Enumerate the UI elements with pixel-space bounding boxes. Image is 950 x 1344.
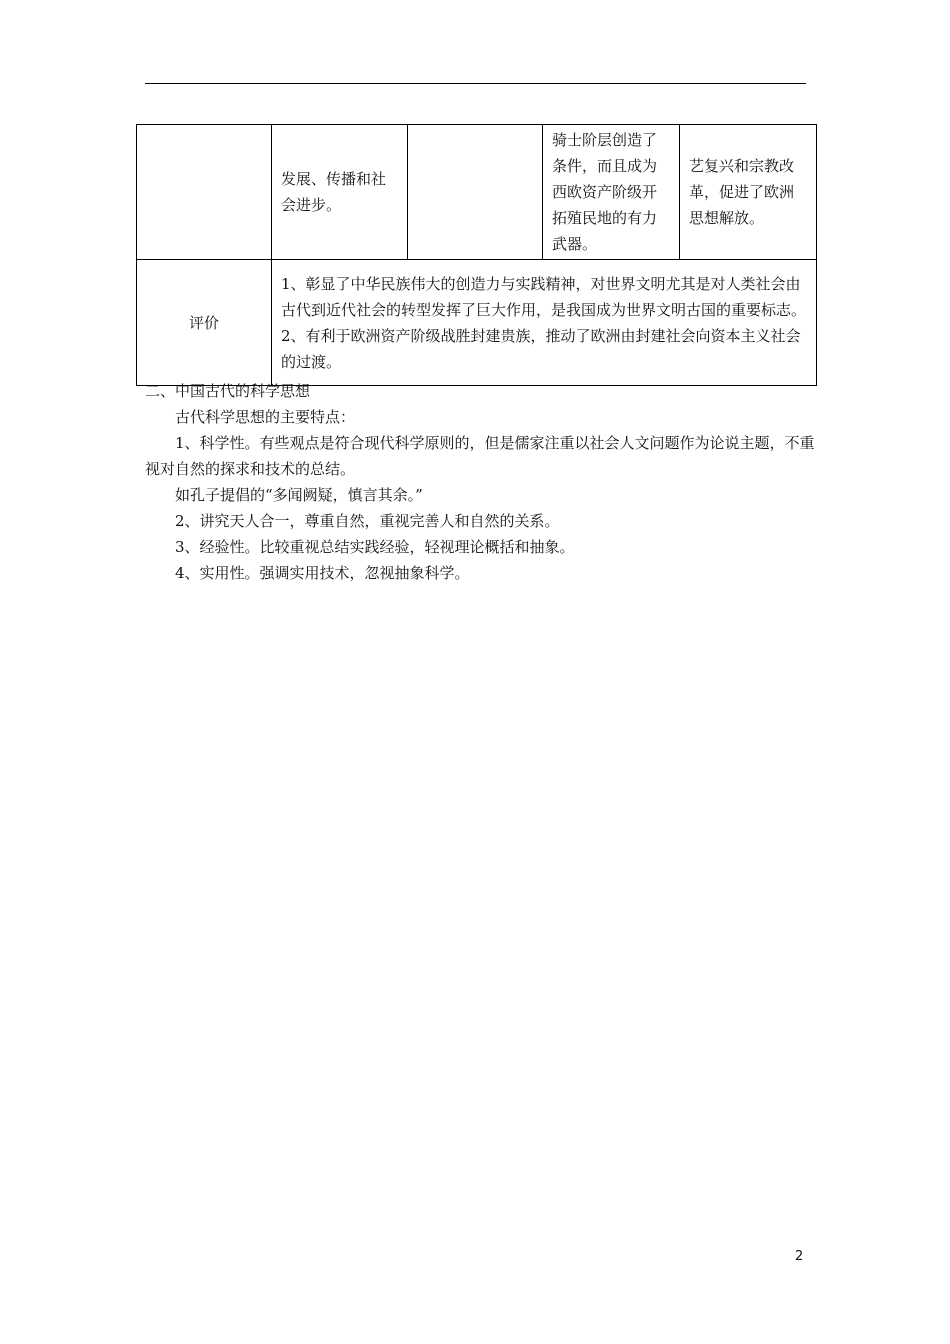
table-cell-empty (408, 125, 543, 260)
point-3: 3、经验性。比较重视总结实践经验，轻视理论概括和抽象。 (175, 538, 575, 556)
evaluation-content (272, 260, 817, 386)
evaluation-label: 评价 (137, 260, 272, 386)
table-row (137, 125, 817, 260)
point-4: 4、实用性。强调实用技术，忽视抽象科学。 (175, 564, 470, 582)
evaluation-line-2: 2、有利于欧洲资产阶级战胜封建贵族，推动了欧洲由封建社会向资本主义社会的过渡。 (281, 326, 801, 371)
table-cell: 艺复兴和宗教改革，促进了欧洲思想解放。 (680, 125, 817, 260)
table-cell: 骑士阶层创造了条件，而且成为西欧资产阶级开拓殖民地的有力武器。 (543, 125, 680, 260)
comparison-table (136, 124, 817, 386)
point-1: 1、科学性。有些观点是符合现代科学原则的，但是儒家注重以社会人文问题作为论说主题，不重视对自然的探求和技术的总结。 (145, 434, 815, 478)
section-body (145, 378, 815, 586)
header-rule (145, 83, 806, 84)
section-intro: 古代科学思想的主要特点： (175, 408, 356, 426)
quote: 如孔子提倡的“多闻阙疑，慎言其余。” (175, 486, 423, 504)
evaluation-line-1: 1、彰显了中华民族伟大的创造力与实践精神，对世界文明尤其是对人类社会由古代到近代社会的转型发挥了巨大作用，是我国成为世界文明古国的重要标志。 (281, 274, 807, 319)
section-heading: 二、中国古代的科学思想 (145, 382, 311, 400)
table-row (137, 260, 817, 386)
point-2: 2、讲究天人合一，尊重自然，重视完善人和自然的关系。 (175, 512, 560, 530)
table-cell: 发展、传播和社会进步。 (272, 125, 408, 260)
table-cell-empty (137, 125, 272, 260)
page-number: 2 (795, 1249, 804, 1264)
